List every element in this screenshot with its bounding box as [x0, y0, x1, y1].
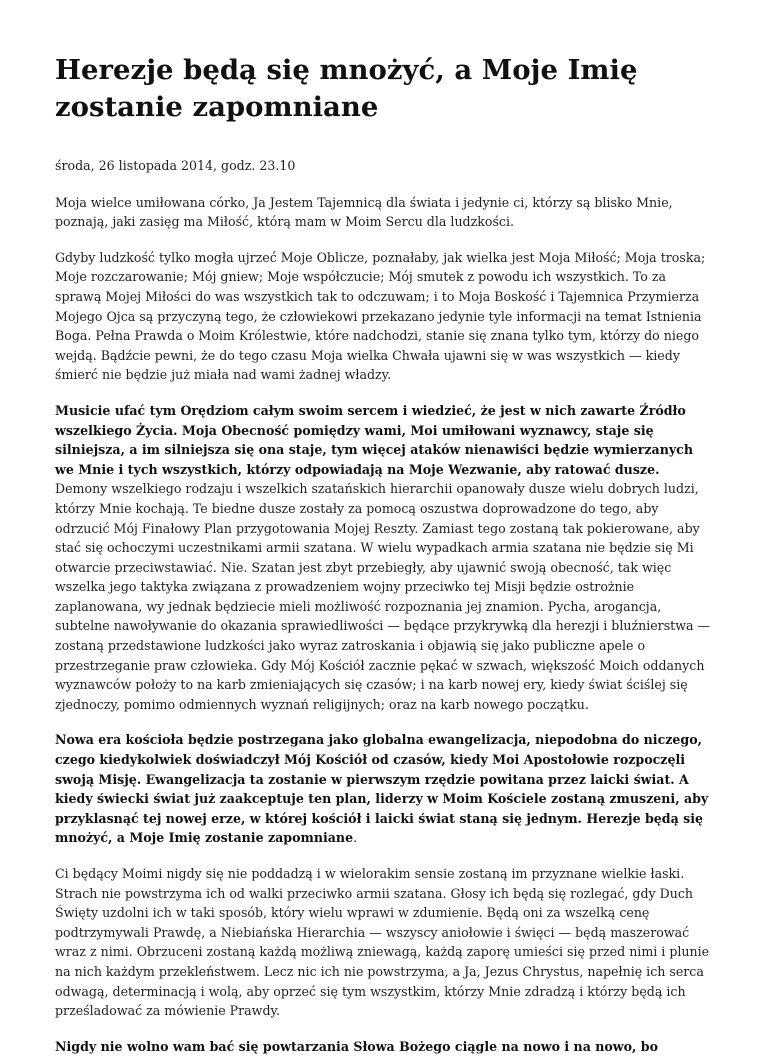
paragraph-2: Gdyby ludzkość tylko mogła ujrzeć Moje Oblicze, poznałaby, jak wielka jest Moja Miłość; Moja troska; Moje rozczarowanie; Mój gniew; Moje współczucie; Mój smutek z powodu ich wszystkich. To za sprawą Mojej Miłości do was wszystkich tak to odczuwam; i to Moja Boskość i Tajemnica Przymierza Mojego Ojca są przyczyną tego, że człowiekowi przekazano jedynie tyle informacji na temat Istnienia Boga. Pełna Prawda o Moim Królestwie, które nadchodzi, stanie się znana tylko tym, którzy do niego wejdą. Bądźcie pewni, że do tego czasu Moja wielka Chwała ujawni się w was wszystkich — kiedy śmierć nie będzie już miała nad wami żadnej władzy.: [55, 249, 706, 383]
paragraph-4: [55, 730, 713, 848]
article: [55, 0, 713, 1056]
page-title: Herezje będą się mnożyć, a Moje Imię zostanie zapomniane: [55, 54, 638, 123]
paragraph-6: [55, 1037, 713, 1056]
paragraph-3: [55, 401, 713, 715]
paragraph-4-bold: Nowa era kościoła będzie postrzegana jako globalna ewangelizacja, niepodobna do niczego, czego kiedykolwiek doświadczył Mój Kościół od czasów, kiedy Moi Apostołowie rozpoczęli swoją Misję. Ewangelizacja ta zostanie w pierwszym rzędzie powitana przez laicki świat. A kiedy świecki świat już zaakceptuje ten plan, liderzy w Moim Kościele zostaną zmuszeni, aby przyklasnąć tej nowej erze, w której kościół i laicki świat staną się jednym. Herezje będą się mnożyć, a Moje Imię zostanie zapomniane: [55, 732, 709, 846]
article-date: środa, 26 listopada 2014, godz. 23.10: [55, 158, 296, 173]
paragraph-3-text: Demony wszelkiego rodzaju i wszelkich szatańskich hierarchii opanowały dusze wielu dobrych ludzi, którzy Mnie kochają. Te biedne dusze zostały za pomocą oszustwa doprowadzone do tego, aby odrzucić Mój Finałowy Plan przygotowania Mojej Reszty. Zamiast tego zostaną tak pokierowane, aby stać się ochoczymi uczestnikami armii szatana. W wielu wypadkach armia szatana nie będzie się Mi otwarcie przeciwstawiać. Nie. Szatan jest zbyt przebiegły, aby ujawnić swoją obecność, tak więc wszelka jego taktyka związana z prowadzeniem wojny przeciwko tej Misji będzie ostrożnie zaplanowana, wy jednak będziecie mieli możliwość rozpoznania jej znamion. Pycha, arogancja, subtelne nawoływanie do okazania sprawiedliwości — będące przykrywką dla herezji i bluźnierstwa — zostaną przedstawione ludzkości jako wyraz zatroskania i objawią się jako publiczne apele o przestrzeganie praw człowieka. Gdy Mój Kościół zacznie pękać w szwach, większość Moich oddanych wyznawców położy to na karb zmieniających się czasów; i na karb nowej ery, kiedy świat ściślej się zjednoczy, pomimo odmiennych wyznań religijnych; oraz na karb nowego początku.: [55, 481, 711, 712]
paragraph-3-bold: Musicie ufać tym Orędziom całym swoim sercem i wiedzieć, że jest w nich zawarte Źródło wszelkiego Życia. Moja Obecność pomiędzy wami, Moi umiłowani wyznawcy, staje się silniejsza, a im silniejsza się ona staje, tym więcej ataków nienawiści będzie wymierzanych we Mnie i tych wszystkich, którzy odpowiadają na Moje Wezwanie, aby ratować dusze.: [55, 402, 694, 477]
paragraph-6-bold: Nigdy nie wolno wam bać się powtarzania Słowa Bożego ciągle na nowo i na nowo, bo: [55, 1038, 659, 1054]
paragraph-4-text: .: [353, 830, 358, 846]
paragraph-1: Moja wielce umiłowana córko, Ja Jestem Tajemnicą dla świata i jedynie ci, którzy są blisko Mnie, poznają, jaki zasięg ma Miłość, którą mam w Moim Sercu dla ludzkości.: [55, 194, 673, 230]
paragraph-5: Ci będący Moimi nigdy się nie poddadzą i w wielorakim sensie zostaną im przyznane wielkie łaski. Strach nie powstrzyma ich od walki przeciwko armii szatana. Głosy ich będą się rozlegać, gdy Duch Święty uzdolni ich w taki sposób, który wielu wprawi w zdumienie. Będą oni za wszelką cenę podtrzymywali Prawdę, a Niebiańska Hierarchia — wszyscy aniołowie i święci — będą maszerować wraz z nimi. Obrzuceni zostaną każdą możliwą zniewagą, każdą zaporę umieści się przed nimi i plunie na nich każdym przekleństwem. Lecz nic ich nie powstrzyma, a Ja, Jezus Chrystus, napełnię ich serca odwagą, determinacją i wolą, aby oprzeć się tym wszystkim, którzy Mnie zdradzą i którzy będą ich prześladować za mówienie Prawdy.: [55, 866, 710, 1019]
